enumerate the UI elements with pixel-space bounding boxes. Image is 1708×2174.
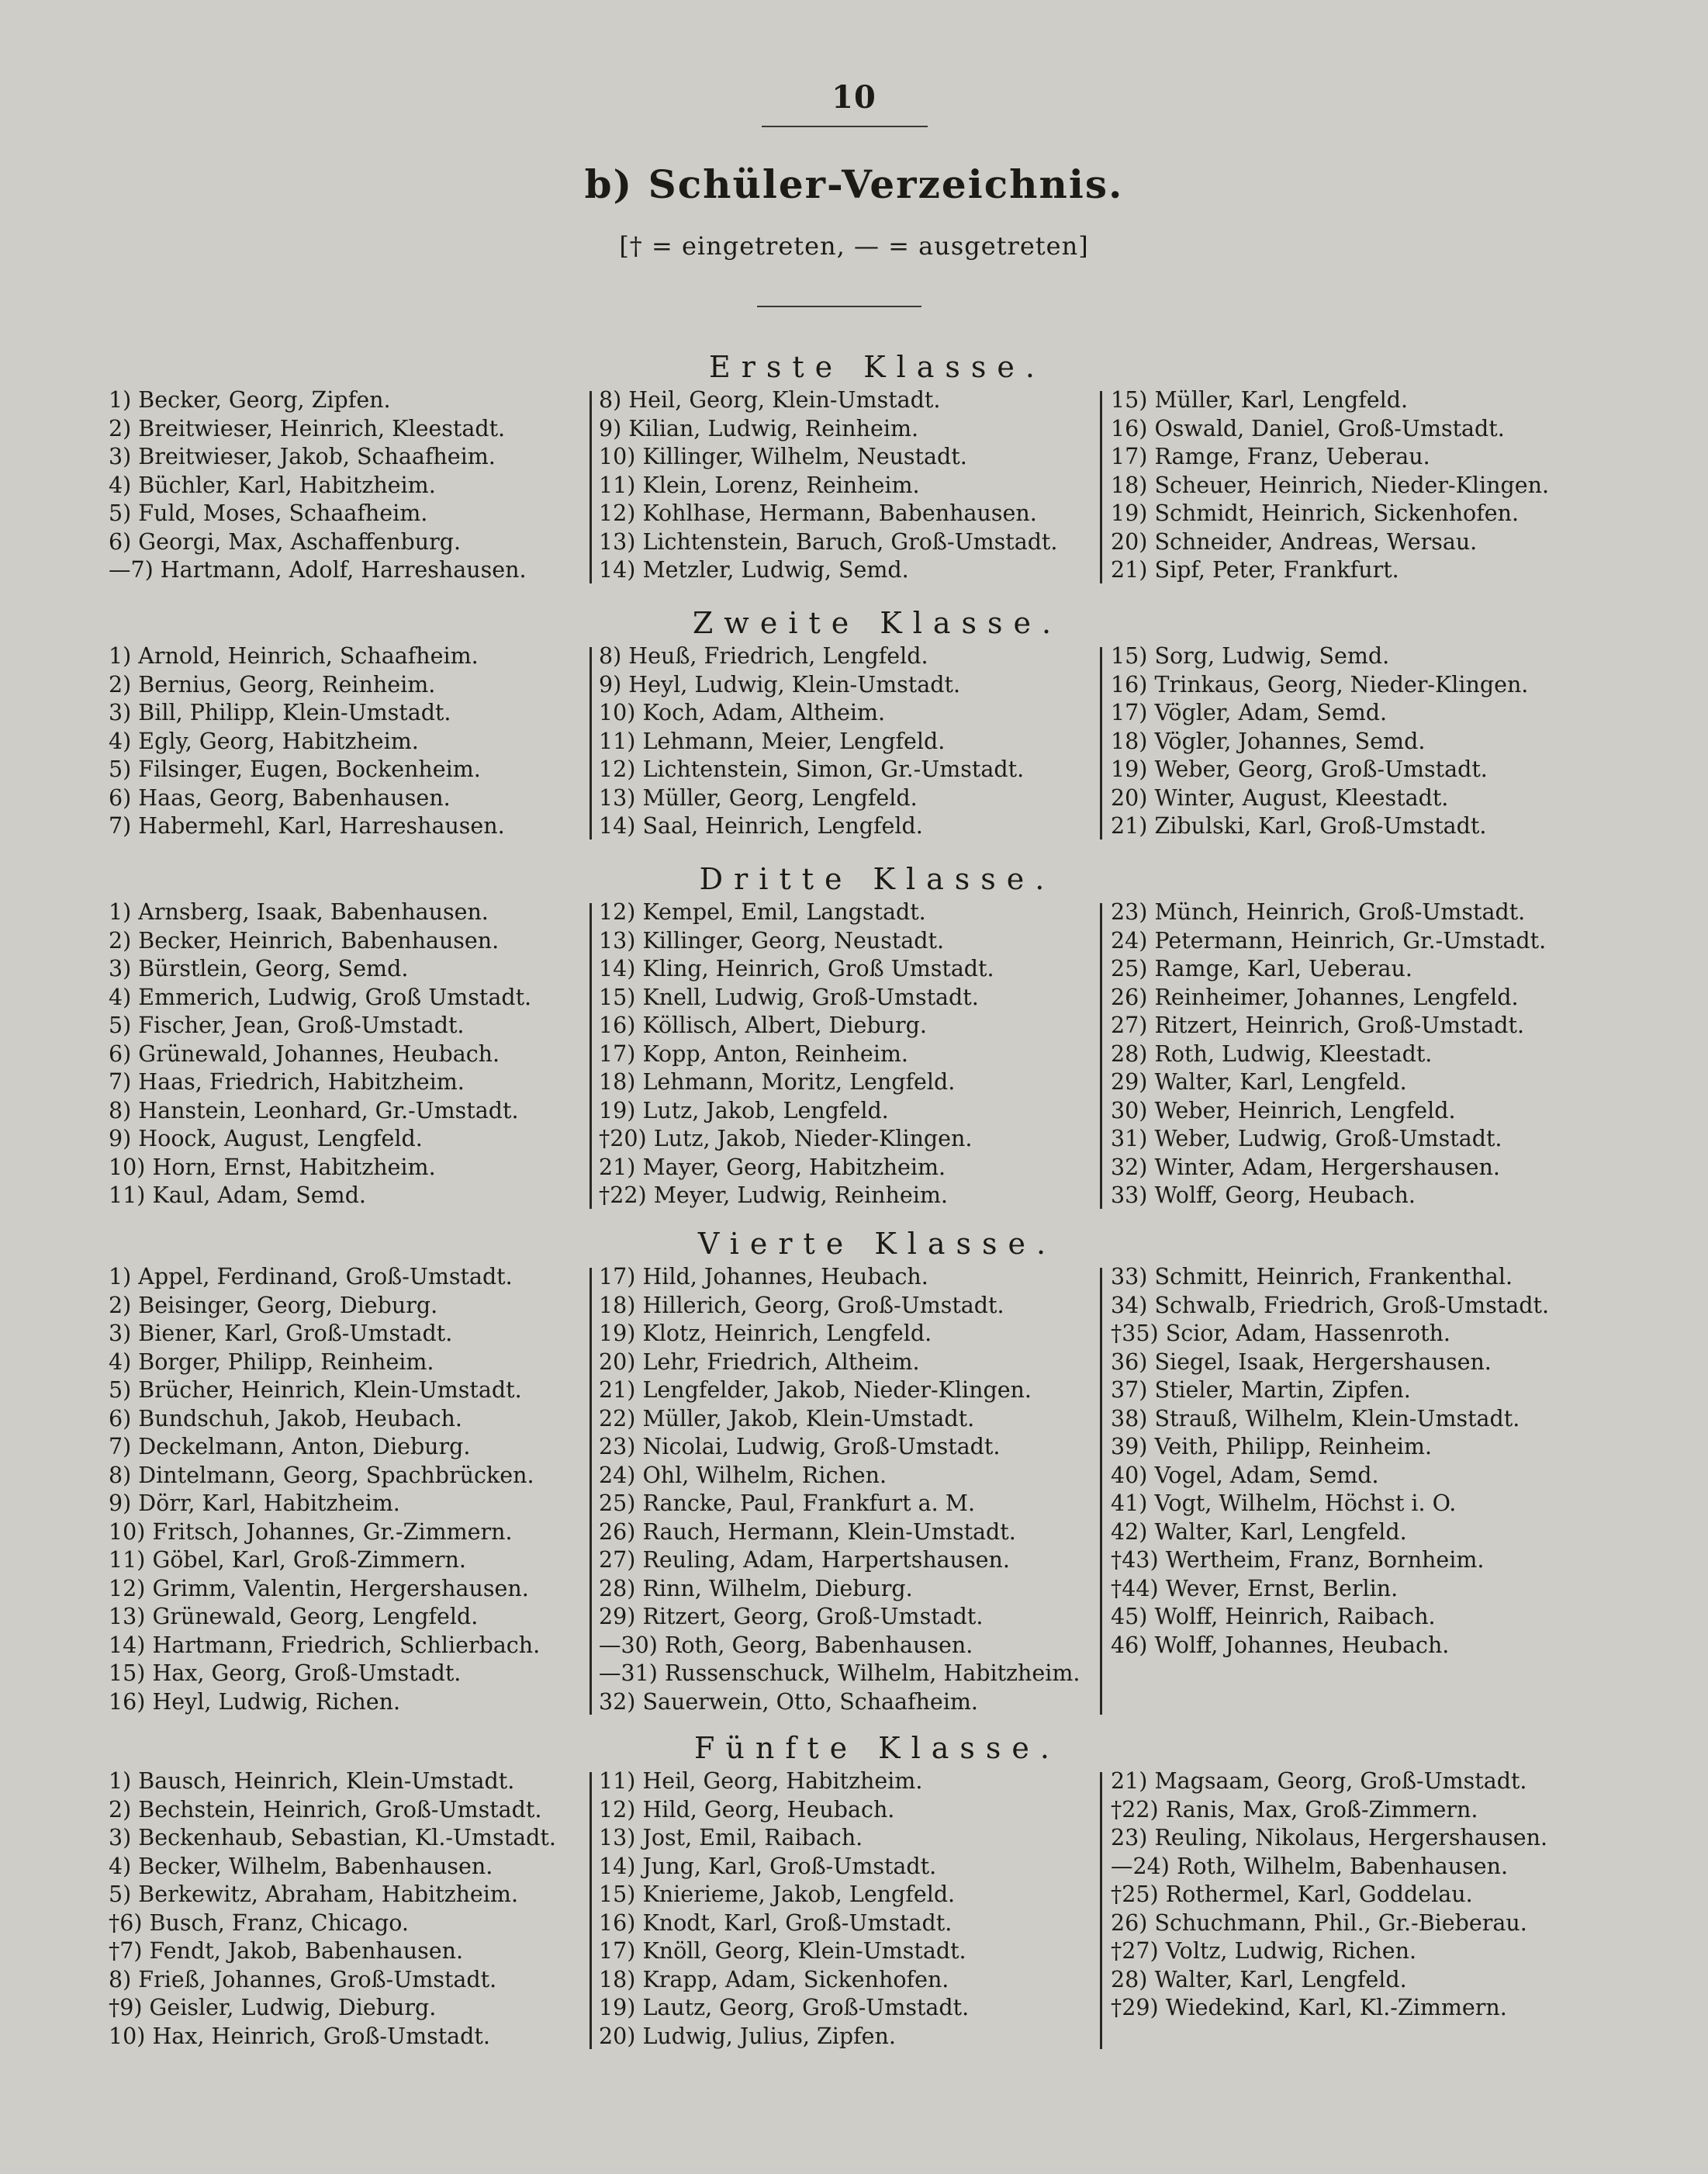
student-entry: 18) Lehmann, Moritz, Lengfeld. [599,1069,956,1095]
student-entry: 42) Walter, Karl, Lengfeld. [1111,1518,1407,1545]
student-entry: †22) Meyer, Ludwig, Reinheim. [599,1182,948,1208]
student-entry: 6) Grünewald, Johannes, Heubach. [109,1040,500,1067]
student-entry: 9) Kilian, Ludwig, Reinheim. [599,415,919,441]
column-divider [590,1268,592,1715]
student-entry: 20) Winter, August, Kleestadt. [1111,784,1449,811]
student-entry: 32) Winter, Adam, Hergershausen. [1111,1154,1500,1180]
student-entry: 8) Hanstein, Leonhard, Gr.-Umstadt. [109,1097,519,1123]
student-entry: †25) Rothermel, Karl, Goddelau. [1111,1881,1473,1907]
class-column [599,642,1103,841]
student-entry: 9) Hoock, August, Lengfeld. [109,1126,423,1151]
student-entry: 26) Rauch, Hermann, Klein-Umstadt. [599,1518,1016,1545]
student-entry: 15) Knell, Ludwig, Groß-Umstadt. [599,984,979,1010]
student-entry: †20) Lutz, Jakob, Nieder-Klingen. [599,1126,973,1151]
class-columns [0,386,1708,585]
student-entry: 20) Schneider, Andreas, Wersau. [1111,528,1478,555]
student-entry: 13) Lichtenstein, Baruch, Groß-Umstadt. [599,528,1058,555]
student-entry: 14) Hartmann, Friedrich, Schlierbach. [109,1632,541,1658]
class-column [599,1263,1103,1716]
student-entry: 21) Lengfelder, Jakob, Nieder-Klingen. [599,1377,1032,1403]
student-entry: 1) Arnsberg, Isaak, Babenhausen. [109,899,489,925]
student-entry: 3) Breitwieser, Jakob, Schaafheim. [109,444,496,469]
student-entry: 38) Strauß, Wilhelm, Klein-Umstadt. [1111,1405,1520,1431]
class-title: Vierte Klasse. [697,1227,1057,1261]
class-section [0,348,1708,585]
legend: [† = eingetreten, — = ausgetreten] [619,231,1089,261]
student-entry: 18) Vögler, Johannes, Semd. [1111,728,1426,754]
student-entry: 20) Lehr, Friedrich, Altheim. [599,1348,920,1375]
student-entry: —30) Roth, Georg, Babenhausen. [599,1632,973,1658]
class-columns [0,898,1708,1210]
student-entry: 19) Klotz, Heinrich, Lengfeld. [599,1321,932,1346]
student-entry: 15) Müller, Karl, Lengfeld. [1111,387,1409,413]
student-entry: 17) Hild, Johannes, Heubach. [599,1264,928,1290]
student-entry: 21) Mayer, Georg, Habitzheim. [599,1154,946,1180]
class-columns [0,642,1708,841]
class-columns [0,1767,1708,2051]
legend-rule [757,306,921,307]
student-entry: 3) Bürstlein, Georg, Semd. [109,956,409,981]
student-entry: 31) Weber, Ludwig, Groß-Umstadt. [1111,1126,1502,1151]
student-entry: —7) Hartmann, Adolf, Harreshausen. [109,557,527,583]
student-entry: 23) Reuling, Nikolaus, Hergershausen. [1111,1825,1548,1850]
student-entry: 9) Dörr, Karl, Habitzheim. [109,1490,400,1516]
student-entry: 9) Heyl, Ludwig, Klein-Umstadt. [599,671,961,698]
class-column [109,1263,586,1716]
student-entry: 13) Müller, Georg, Lengfeld. [599,784,918,811]
student-entry: 41) Vogt, Wilhelm, Höchst i. O. [1111,1490,1457,1516]
student-entry: 34) Schwalb, Friedrich, Groß-Umstadt. [1111,1292,1550,1318]
student-entry: 17) Kopp, Anton, Reinheim. [599,1040,908,1067]
student-entry: 10) Killinger, Wilhelm, Neustadt. [599,444,967,469]
student-entry: 11) Klein, Lorenz, Reinheim. [599,472,920,498]
student-entry: 11) Heil, Georg, Habitzheim. [599,1768,923,1794]
class-title: Zweite Klasse. [692,606,1063,640]
student-entry: 27) Reuling, Adam, Harpertshausen. [599,1547,1010,1573]
student-entry: 3) Bill, Philipp, Klein-Umstadt. [109,700,451,725]
student-entry: 2) Becker, Heinrich, Babenhausen. [109,927,500,954]
student-entry: 18) Krapp, Adam, Sickenhofen. [599,1966,949,1992]
student-entry: 12) Kempel, Emil, Langstadt. [599,899,926,925]
student-entry: 33) Schmitt, Heinrich, Frankenthal. [1111,1264,1513,1290]
class-column [109,898,586,1210]
student-entry: 5) Fuld, Moses, Schaafheim. [109,500,428,526]
student-entry: 17) Ramge, Franz, Ueberau. [1111,444,1430,469]
student-entry: —31) Russenschuck, Wilhelm, Habitzheim. [599,1660,1080,1686]
column-divider [1100,903,1102,1209]
student-entry: 4) Egly, Georg, Habitzheim. [109,728,419,754]
student-entry: 30) Weber, Heinrich, Lengfeld. [1111,1097,1456,1123]
student-entry: 16) Heyl, Ludwig, Richen. [109,1688,401,1715]
column-divider [1100,647,1102,839]
student-entry: 39) Veith, Philipp, Reinheim. [1111,1434,1433,1459]
class-section [0,1729,1708,2051]
student-entry: 14) Kling, Heinrich, Groß Umstadt. [599,956,994,981]
student-entry: 2) Beisinger, Georg, Dieburg. [109,1292,438,1318]
student-entry: 13) Grünewald, Georg, Lengfeld. [109,1604,479,1629]
student-entry: 3) Biener, Karl, Groß-Umstadt. [109,1321,453,1346]
student-entry: 2) Breitwieser, Heinrich, Kleestadt. [109,415,506,441]
student-entry: 13) Killinger, Georg, Neustadt. [599,927,945,954]
student-entry: †27) Voltz, Ludwig, Richen. [1111,1938,1417,1964]
class-column [109,642,586,841]
student-entry: 33) Wolff, Georg, Heubach. [1111,1182,1416,1208]
student-entry: 36) Siegel, Isaak, Hergershausen. [1111,1348,1492,1375]
class-column [599,1767,1103,2051]
column-divider [1100,1268,1102,1715]
student-entry: 46) Wolff, Johannes, Heubach. [1111,1632,1450,1658]
student-entry: †35) Scior, Adam, Hassenroth. [1111,1321,1450,1346]
column-divider [1100,391,1102,583]
student-entry: 13) Jost, Emil, Raibach. [599,1825,863,1850]
class-column [109,1767,586,2051]
student-entry: 21) Magsaam, Georg, Groß-Umstadt. [1111,1768,1527,1794]
header-rule [762,126,928,127]
section-title: b) Schüler-Verzeichnis. [584,161,1124,207]
student-entry: 4) Becker, Wilhelm, Babenhausen. [109,1853,493,1879]
page-number: 10 [832,79,876,116]
student-entry: 1) Bausch, Heinrich, Klein-Umstadt. [109,1768,515,1794]
student-entry: 24) Ohl, Wilhelm, Richen. [599,1462,887,1488]
student-entry: 14) Metzler, Ludwig, Semd. [599,557,909,583]
student-entry: 15) Sorg, Ludwig, Semd. [1111,643,1390,669]
student-entry: 26) Reinheimer, Johannes, Lengfeld. [1111,984,1519,1010]
student-entry: 1) Appel, Ferdinand, Groß-Umstadt. [109,1264,513,1290]
student-entry: 45) Wolff, Heinrich, Raibach. [1111,1604,1436,1629]
class-title: Dritte Klasse. [699,862,1056,896]
class-columns [0,1263,1708,1716]
student-entry: 18) Hillerich, Georg, Groß-Umstadt. [599,1292,1004,1318]
column-divider [1100,1772,1102,2049]
student-entry: 26) Schuchmann, Phil., Gr.-Bieberau. [1111,1909,1527,1936]
student-entry: 6) Haas, Georg, Babenhausen. [109,784,451,811]
student-entry: 8) Dintelmann, Georg, Spachbrücken. [109,1462,534,1488]
student-entry: †43) Wertheim, Franz, Bornheim. [1111,1547,1485,1573]
student-entry: 6) Bundschuh, Jakob, Heubach. [109,1405,462,1431]
student-entry: †6) Busch, Franz, Chicago. [109,1909,409,1936]
class-column [599,386,1103,585]
class-column [1111,1767,1654,2023]
student-entry: 4) Emmerich, Ludwig, Groß Umstadt. [109,984,532,1010]
student-entry: 19) Lutz, Jakob, Lengfeld. [599,1097,889,1123]
class-column [1111,1263,1654,1660]
student-entry: 15) Hax, Georg, Groß-Umstadt. [109,1660,462,1686]
student-entry: 12) Kohlhase, Hermann, Babenhausen. [599,500,1037,526]
student-entry: 18) Scheuer, Heinrich, Nieder-Klingen. [1111,472,1550,498]
student-entry: †7) Fendt, Jakob, Babenhausen. [109,1938,464,1964]
student-entry: †44) Wever, Ernst, Berlin. [1111,1575,1399,1601]
student-entry: 5) Fischer, Jean, Groß-Umstadt. [109,1013,465,1038]
student-entry: 6) Georgi, Max, Aschaffenburg. [109,528,462,555]
student-entry: 25) Rancke, Paul, Frankfurt a. M. [599,1490,976,1516]
class-column [109,386,586,585]
student-entry: 7) Haas, Friedrich, Habitzheim. [109,1069,465,1095]
class-column [1111,642,1654,841]
student-entry: 11) Göbel, Karl, Groß-Zimmern. [109,1547,466,1573]
student-entry: 12) Lichtenstein, Simon, Gr.-Umstadt. [599,756,1025,782]
student-entry: 14) Saal, Heinrich, Lengfeld. [599,813,923,839]
student-entry: 10) Horn, Ernst, Habitzheim. [109,1154,436,1180]
student-entry: 8) Heil, Georg, Klein-Umstadt. [599,387,941,413]
student-entry: —24) Roth, Wilhelm, Babenhausen. [1111,1853,1508,1879]
student-entry: †29) Wiedekind, Karl, Kl.-Zimmern. [1111,1995,1507,2020]
student-entry: 2) Bernius, Georg, Reinheim. [109,671,436,698]
student-entry: 8) Heuß, Friedrich, Lengfeld. [599,643,928,669]
student-entry: 20) Ludwig, Julius, Zipfen. [599,2023,896,2049]
student-entry: 15) Knierieme, Jakob, Lengfeld. [599,1881,956,1907]
class-title: Fünfte Klasse. [694,1731,1060,1765]
student-entry: 7) Deckelmann, Anton, Dieburg. [109,1434,471,1459]
student-entry: 16) Köllisch, Albert, Dieburg. [599,1013,927,1038]
student-entry: 19) Schmidt, Heinrich, Sickenhofen. [1111,500,1520,526]
student-entry: 19) Lautz, Georg, Groß-Umstadt. [599,1995,970,2020]
student-entry: 10) Fritsch, Johannes, Gr.-Zimmern. [109,1518,513,1545]
student-entry: 29) Ritzert, Georg, Groß-Umstadt. [599,1604,984,1629]
student-entry: 28) Rinn, Wilhelm, Dieburg. [599,1575,913,1601]
class-column [599,898,1103,1210]
student-entry: 17) Vögler, Adam, Semd. [1111,700,1388,725]
student-entry: 22) Müller, Jakob, Klein-Umstadt. [599,1405,975,1431]
student-entry: 29) Walter, Karl, Lengfeld. [1111,1069,1407,1095]
student-entry: 19) Weber, Georg, Groß-Umstadt. [1111,756,1488,782]
student-entry: 12) Hild, Georg, Heubach. [599,1796,895,1823]
student-entry: 21) Zibulski, Karl, Groß-Umstadt. [1111,813,1487,839]
student-entry: 1) Arnold, Heinrich, Schaafheim. [109,643,479,669]
student-entry: 17) Knöll, Georg, Klein-Umstadt. [599,1938,966,1964]
student-entry: 10) Hax, Heinrich, Groß-Umstadt. [109,2023,490,2049]
column-divider [590,391,592,583]
student-entry: 4) Büchler, Karl, Habitzheim. [109,472,436,498]
student-entry: 5) Filsinger, Eugen, Bockenheim. [109,756,481,782]
student-entry: 3) Beckenhaub, Sebastian, Kl.-Umstadt. [109,1825,556,1850]
student-entry: †9) Geisler, Ludwig, Dieburg. [109,1995,437,2020]
student-entry: 16) Knodt, Karl, Groß-Umstadt. [599,1909,953,1936]
student-entry: 37) Stieler, Martin, Zipfen. [1111,1377,1411,1403]
student-entry: 11) Lehmann, Meier, Lengfeld. [599,728,946,754]
student-entry: 7) Habermehl, Karl, Harreshausen. [109,813,505,839]
class-title: Erste Klasse. [708,350,1046,384]
student-entry: 1) Becker, Georg, Zipfen. [109,387,391,413]
student-entry: 11) Kaul, Adam, Semd. [109,1182,366,1208]
student-entry: 16) Trinkaus, Georg, Nieder-Klingen. [1111,671,1529,698]
student-entry: 28) Roth, Ludwig, Kleestadt. [1111,1040,1433,1067]
class-column [1111,898,1654,1210]
class-section [0,604,1708,841]
column-divider [590,903,592,1209]
class-section [0,860,1708,1210]
student-entry: 40) Vogel, Adam, Semd. [1111,1462,1379,1488]
student-entry: 12) Grimm, Valentin, Hergershausen. [109,1575,529,1601]
student-entry: 5) Berkewitz, Abraham, Habitzheim. [109,1881,519,1907]
student-entry: 27) Ritzert, Heinrich, Groß-Umstadt. [1111,1013,1524,1038]
student-entry: 28) Walter, Karl, Lengfeld. [1111,1966,1407,1992]
student-entry: 4) Borger, Philipp, Reinheim. [109,1348,434,1375]
student-entry: 10) Koch, Adam, Altheim. [599,700,886,725]
student-entry: 14) Jung, Karl, Groß-Umstadt. [599,1853,937,1879]
column-divider [590,1772,592,2049]
student-entry: 32) Sauerwein, Otto, Schaafheim. [599,1688,978,1715]
student-entry: 24) Petermann, Heinrich, Gr.-Umstadt. [1111,927,1547,954]
student-entry: 2) Bechstein, Heinrich, Groß-Umstadt. [109,1796,542,1823]
student-entry: 16) Oswald, Daniel, Groß-Umstadt. [1111,415,1505,441]
class-column [1111,386,1654,585]
column-divider [590,647,592,839]
student-entry: 25) Ramge, Karl, Ueberau. [1111,956,1412,981]
student-entry: †22) Ranis, Max, Groß-Zimmern. [1111,1796,1478,1823]
student-entry: 23) Münch, Heinrich, Groß-Umstadt. [1111,899,1526,925]
student-entry: 21) Sipf, Peter, Frankfurt. [1111,557,1399,583]
class-section [0,1224,1708,1716]
student-entry: 8) Frieß, Johannes, Groß-Umstadt. [109,1966,497,1992]
student-entry: 5) Brücher, Heinrich, Klein-Umstadt. [109,1377,522,1403]
student-entry: 23) Nicolai, Ludwig, Groß-Umstadt. [599,1434,1001,1459]
